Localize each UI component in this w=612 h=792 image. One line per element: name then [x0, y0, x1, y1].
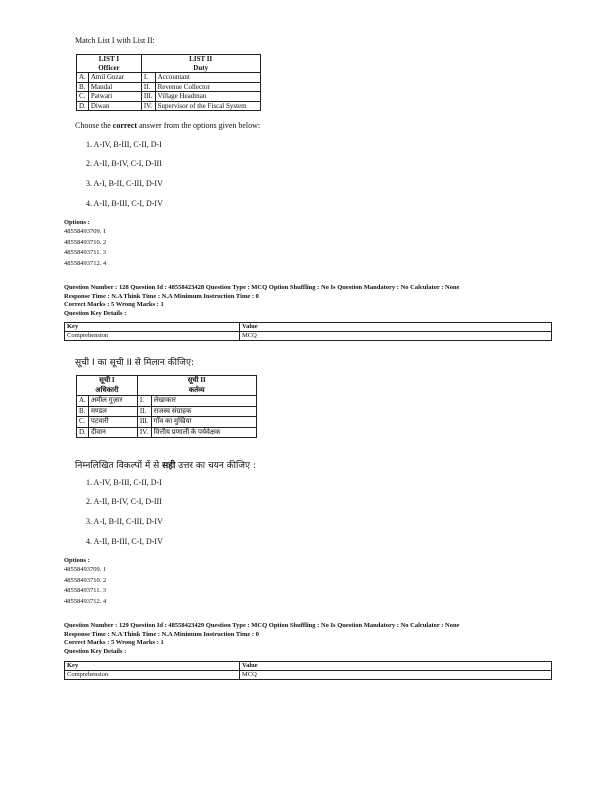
q1-list-i-sub: Officer — [77, 64, 142, 73]
row-officer: दीवान — [88, 427, 137, 438]
key-cell: Comprehension — [65, 332, 240, 341]
row-duty: Village Headman — [155, 92, 260, 102]
q128-meta — [64, 284, 460, 318]
q2-prompt: सूची I का सूची II से मिलान कीजिए: — [75, 358, 194, 368]
table-row — [77, 101, 261, 111]
row-officer: Diwan — [88, 101, 141, 111]
table-row — [77, 396, 257, 407]
option-id: 48558493710. 2 — [64, 576, 107, 584]
q1-list-i-head: LIST I — [77, 55, 142, 64]
row-duty: वित्तीय प्रणाली के पर्यवेक्षक — [151, 427, 256, 438]
value-cell: MCQ — [240, 671, 552, 680]
row-numeral: IV. — [141, 101, 155, 111]
row-letter: A. — [77, 73, 89, 83]
row-officer: मण्डल — [88, 406, 137, 417]
q1-answer-3: 3. A-I, B-II, C-III, D-IV — [86, 179, 163, 188]
q2-list-i-head: सूची I — [77, 376, 138, 386]
meta-line: Question Key Details : — [64, 309, 127, 317]
choose-post: answer from the options given below: — [137, 121, 261, 130]
row-letter: A. — [77, 396, 89, 407]
table-row — [77, 427, 257, 438]
choose-bold: correct — [112, 121, 138, 130]
row-letter: D. — [77, 427, 89, 438]
option-id: 48558493709. 1 — [64, 566, 107, 573]
row-duty: Accountant — [155, 73, 260, 83]
table-row — [77, 73, 261, 83]
row-duty: लेखाकार — [151, 396, 256, 407]
q1-answer-4: 4. A-II, B-III, C-I, D-IV — [86, 199, 163, 208]
choose-pre: Choose the — [75, 121, 113, 130]
q1-option-ids — [64, 227, 106, 269]
q2-answer-4: 4. A-II, B-III, C-I, D-IV — [86, 537, 163, 546]
row-letter: C. — [77, 417, 89, 428]
q2-match-table — [76, 375, 257, 438]
row-duty: Supervisor of the Fiscal System — [155, 101, 260, 111]
q2-answer-1: 1. A-IV, B-III, C-II, D-I — [86, 478, 162, 487]
row-officer: पटवारी — [88, 417, 137, 428]
row-duty: Revenue Collector — [155, 82, 260, 92]
key-header: Key — [65, 323, 240, 332]
meta-line: Correct Marks : 5 Wrong Marks : 1 — [64, 639, 164, 646]
row-letter: B. — [77, 406, 89, 417]
value-header: Value — [240, 323, 552, 332]
option-id: 48558493710. 2 — [64, 238, 107, 246]
meta-line: Question Number : 129 Question Id : 48558423429 Question Type : MCQ Option Shuffling : No Is Question Mandatory : No Calculator : None — [64, 622, 460, 629]
q2-answer-3: 3. A-I, B-II, C-III, D-IV — [86, 517, 163, 526]
row-numeral: III. — [137, 417, 151, 428]
choose-post: उत्तर का चयन कीजिए : — [175, 461, 256, 471]
q1-list-ii-sub: Duty — [141, 64, 260, 73]
q129-meta — [64, 622, 460, 656]
row-numeral: IV. — [137, 427, 151, 438]
q1-prompt: Match List I with List II: — [75, 36, 155, 45]
q1-choose-line — [75, 121, 260, 130]
key-header: Key — [65, 662, 240, 671]
q2-options-label: Options : — [64, 557, 90, 564]
table-row — [77, 417, 257, 428]
row-numeral: II. — [141, 82, 155, 92]
row-duty: राजस्व संग्राहक — [151, 406, 256, 417]
row-duty: गाँव का मुखिया — [151, 417, 256, 428]
row-letter: D. — [77, 101, 89, 111]
row-letter: C. — [77, 92, 89, 102]
option-id: 48558493709. 1 — [64, 228, 107, 235]
q1-answer-2: 2. A-II, B-IV, C-I, D-III — [86, 159, 162, 168]
option-id: 48558493711. 3 — [64, 587, 107, 594]
q2-list-ii-sub: कर्तव्य — [137, 386, 256, 396]
q1-match-table — [76, 54, 261, 111]
q2-answer-2: 2. A-II, B-IV, C-I, D-III — [86, 497, 162, 506]
row-officer: Patwari — [88, 92, 141, 102]
row-numeral: III. — [141, 92, 155, 102]
q1-list-ii-head: LIST II — [141, 55, 260, 64]
meta-line: Response Time : N.A Think Time : N.A Minimum Instruction Time : 0 — [64, 630, 259, 638]
row-officer: Mandal — [88, 82, 141, 92]
meta-line: Correct Marks : 5 Wrong Marks : 1 — [64, 301, 164, 308]
option-id: 48558493712. 4 — [64, 259, 107, 267]
q2-list-ii-head: सूची II — [137, 376, 256, 386]
row-officer: अमील गुज़ार — [88, 396, 137, 407]
value-header: Value — [240, 662, 552, 671]
key-cell: Comprehension — [65, 671, 240, 680]
option-id: 48558493711. 3 — [64, 249, 107, 256]
row-numeral: I. — [141, 73, 155, 83]
row-officer: Amil Guzar — [88, 73, 141, 83]
q2-list-i-sub: अधिकारी — [77, 386, 138, 396]
table-row — [77, 406, 257, 417]
q129-key-table — [64, 661, 552, 680]
q1-answer-1: 1. A-IV, B-III, C-II, D-I — [86, 140, 162, 149]
table-row — [77, 92, 261, 102]
meta-line: Question Key Details : — [64, 647, 127, 655]
row-numeral: I. — [137, 396, 151, 407]
meta-line: Response Time : N.A Think Time : N.A Minimum Instruction Time : 0 — [64, 292, 259, 300]
row-numeral: II. — [137, 406, 151, 417]
choose-bold: सही — [162, 461, 176, 471]
q2-option-ids — [64, 565, 106, 607]
choose-pre: निम्नलिखित विकल्पों में से — [75, 461, 163, 471]
option-id: 48558493712. 4 — [64, 597, 107, 605]
table-row — [77, 82, 261, 92]
q1-options-label: Options : — [64, 219, 90, 226]
value-cell: MCQ — [240, 332, 552, 341]
q2-choose-line — [75, 458, 256, 471]
row-letter: B. — [77, 82, 89, 92]
meta-line: Question Number : 128 Question Id : 48558423428 Question Type : MCQ Option Shuffling : No Is Question Mandatory : No Calculator : None — [64, 284, 460, 291]
q128-key-table — [64, 322, 552, 341]
